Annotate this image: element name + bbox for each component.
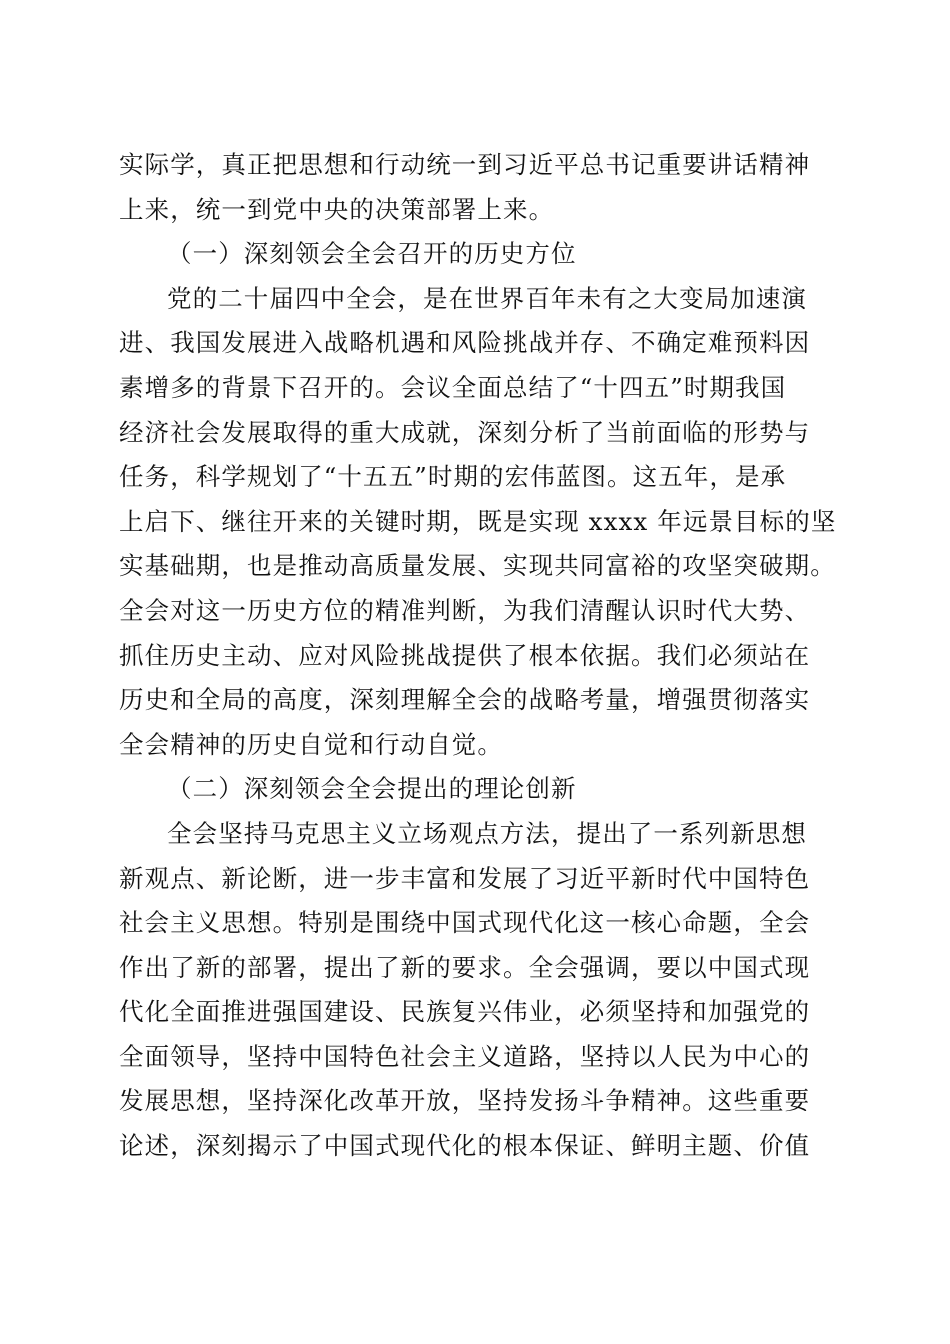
section-heading-2: （二）深刻领会全会提出的理论创新 — [167, 774, 577, 804]
paragraph-line: 上启下、继往开来的关键时期，既是实现 xxxx 年远景目标的坚 — [119, 506, 837, 536]
paragraph-line: 进、我国发展进入战略机遇和风险挑战并存、不确定难预料因 — [119, 328, 811, 358]
paragraph-line: 党的二十届四中全会，是在世界百年未有之大变局加速演 — [167, 283, 807, 313]
paragraph-line: 代化全面推进强国建设、民族复兴伟业，必须坚持和加强党的 — [119, 997, 811, 1027]
paragraph-line: 实基础期，也是推动高质量发展、实现共同富裕的攻坚突破期。 — [119, 551, 836, 581]
document-body — [119, 143, 839, 1169]
paragraph-line: 任务，科学规划了“十五五”时期的宏伟蓝图。这五年，是承 — [119, 462, 787, 492]
paragraph-line: 素增多的背景下召开的。会议全面总结了“十四五”时期我国 — [119, 372, 787, 402]
paragraph-line: 作出了新的部署，提出了新的要求。全会强调，要以中国式现 — [119, 952, 811, 982]
paragraph-line: 经济社会发展取得的重大成就，深刻分析了当前面临的形势与 — [119, 417, 811, 447]
paragraph-line: 全会坚持马克思主义立场观点方法，提出了一系列新思想 — [167, 818, 807, 848]
section-heading-1: （一）深刻领会全会召开的历史方位 — [167, 239, 577, 269]
paragraph-line: 抓住历史主动、应对风险挑战提供了根本依据。我们必须站在 — [119, 640, 811, 670]
paragraph-line: 全会对这一历史方位的精准判断，为我们清醒认识时代大势、 — [119, 595, 811, 625]
paragraph-line: 历史和全局的高度，深刻理解全会的战略考量，增强贯彻落实 — [119, 685, 811, 715]
paragraph-line: 社会主义思想。特别是围绕中国式现代化这一核心命题，全会 — [119, 908, 811, 938]
paragraph-line: 发展思想，坚持深化改革开放，坚持发扬斗争精神。这些重要 — [119, 1086, 811, 1116]
paragraph-line: 论述，深刻揭示了中国式现代化的根本保证、鲜明主题、价值 — [119, 1131, 811, 1161]
paragraph-line: 全会精神的历史自觉和行动自觉。 — [119, 729, 503, 759]
paragraph-line: 上来，统一到党中央的决策部署上来。 — [119, 194, 555, 224]
paragraph-line: 实际学，真正把思想和行动统一到习近平总书记重要讲话精神 — [119, 150, 811, 179]
paragraph-line: 新观点、新论断，进一步丰富和发展了习近平新时代中国特色 — [119, 863, 811, 893]
paragraph-line: 全面领导，坚持中国特色社会主义道路，坚持以人民为中心的 — [119, 1041, 811, 1071]
